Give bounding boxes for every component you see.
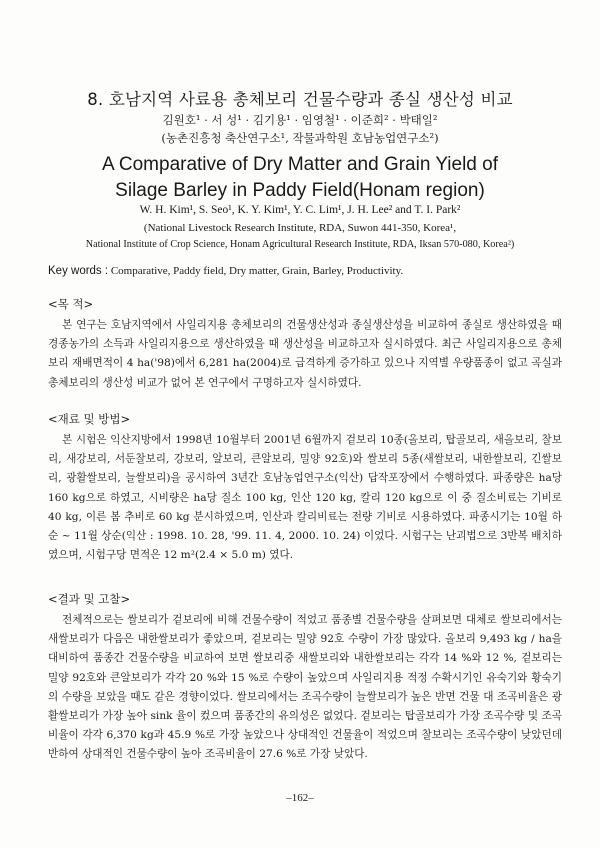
keywords (48, 265, 568, 277)
korean-authors: 김원호¹ · 서 성¹ · 김기용¹ · 임영철¹ · 이준희² · 박태일² (162, 113, 438, 127)
purpose-paragraph: 본 연구는 호남지역에서 사일리지용 총체보리의 건물생산성과 종실생산성을 비교하여 종실로 생산하였을 때 경종농가의 소득과 사일리지용으로 생산하였을 때 생산성을 비교하고자 실시하였다. 최근 사일리지용으로 총체보리 재배면적이 4 ha('98)에서 6,281 ha(2004)로 급격하게 증가하고 있으나 지역별 우량품종이 없고 곡실과 총체보리의 생산성 비교가 없어 본 연구에서 구명하고자 실시하였다. (48, 319, 562, 389)
purpose-heading: <목 적> (48, 297, 94, 311)
methods-paragraph: 본 시험은 익산지방에서 1998년 10월부터 2001년 6월까지 겉보리 10종(올보리, 탑골보리, 새올보리, 찰보리, 새강보리, 서둔찰보리, 강보리, 알보리, 큰알보리, 밀양 92호)와 쌀보리 5종(새쌀보리, 내한쌀보리, 긴쌀보리, 광활쌀보리, 늘쌀보리)을 공시하여 3년간 호남농업연구소(익산) 답작포장에서 수행하였다. 파종량은 ha당 160 kg으로 하였고, 시비량은 ha당 질소 100 kg, 인산 120 kg, 칼리 120 kg으로 이 중 질소비료는 기비로 40 kg, 이른 봄 추비로 60 kg 분시하였으며, 인산과 칼리비료는 전량 기비로 시용하였다. 파종시기는 10월 하순 ~ 11월 상순(익산 : 1998. 10. 28, '99. 11. 4, 2000. 10. 24) 이었다. 시험구는 난괴법으로 3반복 배치하였으며, 시험구당 면적은 12 m²(2.4 × 5.0 m) 였다. (48, 434, 562, 562)
korean-title: 8. 호남지역 사료용 총체보리 건물수량과 종실 생산성 비교 (87, 90, 513, 109)
methods-heading: <재료 및 방법> (48, 412, 131, 426)
keywords-text: Comparative, Paddy field, Dry matter, Grain, Barley, Productivity. (110, 265, 404, 277)
english-title-line-2: Silage Barley in Paddy Field(Honam region) (115, 180, 485, 201)
keywords-label: Key words : (48, 265, 109, 277)
english-affiliation-line-1: (National Livestock Research Institute, RDA, Suwon 441-350, Korea¹, (143, 222, 457, 234)
korean-affiliation: (농촌진흥청 축산연구소¹, 작물과학원 호남농업연구소²) (161, 131, 439, 145)
english-title (0, 152, 600, 204)
results-heading: <결과 및 고찰> (48, 592, 131, 606)
page-number: –162– (286, 792, 314, 804)
english-affiliation-line-2: National Institute of Crop Science, Honam Agricultural Research Institute, RDA, Iksan 570-080, Korea²) (85, 239, 515, 250)
results-paragraph: 전체적으로는 쌀보리가 겉보리에 비해 건물수량이 적었고 품종별 건물수량을 살펴보면 대체로 쌀보리에서는 새쌀보리가 다음은 내한쌀보리가 좋았으며, 겉보리는 밀양 92호 수량이 가장 많았다. 올보리 9,493 kg / ha을 대비하여 품종간 건물수량을 비교하여 보면 쌀보리중 새쌀보리와 내한쌀보리는 각각 14 %와 12 %, 겉보리는 밀양 92호와 큰알보리가 각각 20 %와 15 %로 수량이 높았으며 사일리지용 적정 수확시기인 유숙기와 황숙기의 수량을 보았을 때도 같은 경향이었다. 쌀보리에서는 조곡수량이 늘쌀보리가 높은 반면 건물 대 조곡비율은 광활쌀보리가 가장 높아 sink 율이 컸으며 품종간의 유의성은 없었다. 겉보리는 탑골보리가 가장 조곡수량 및 조곡비율이 각각 6,370 kg과 45.9 %로 가장 높았으나 상대적인 건물율이 적었으며 찰보리는 조곡수량이 낮았던데 반하여 상대적인 건물수량이 높아 조곡비율이 27.6 %로 가장 낮았다. (48, 614, 562, 761)
english-authors: W. H. Kim¹, S. Seo¹, K. Y. Kim¹, Y. C. Lim¹, J. H. Lee² and T. I. Park² (139, 204, 461, 216)
english-title-line-1: A Comparative of Dry Matter and Grain Yield of (101, 154, 498, 175)
